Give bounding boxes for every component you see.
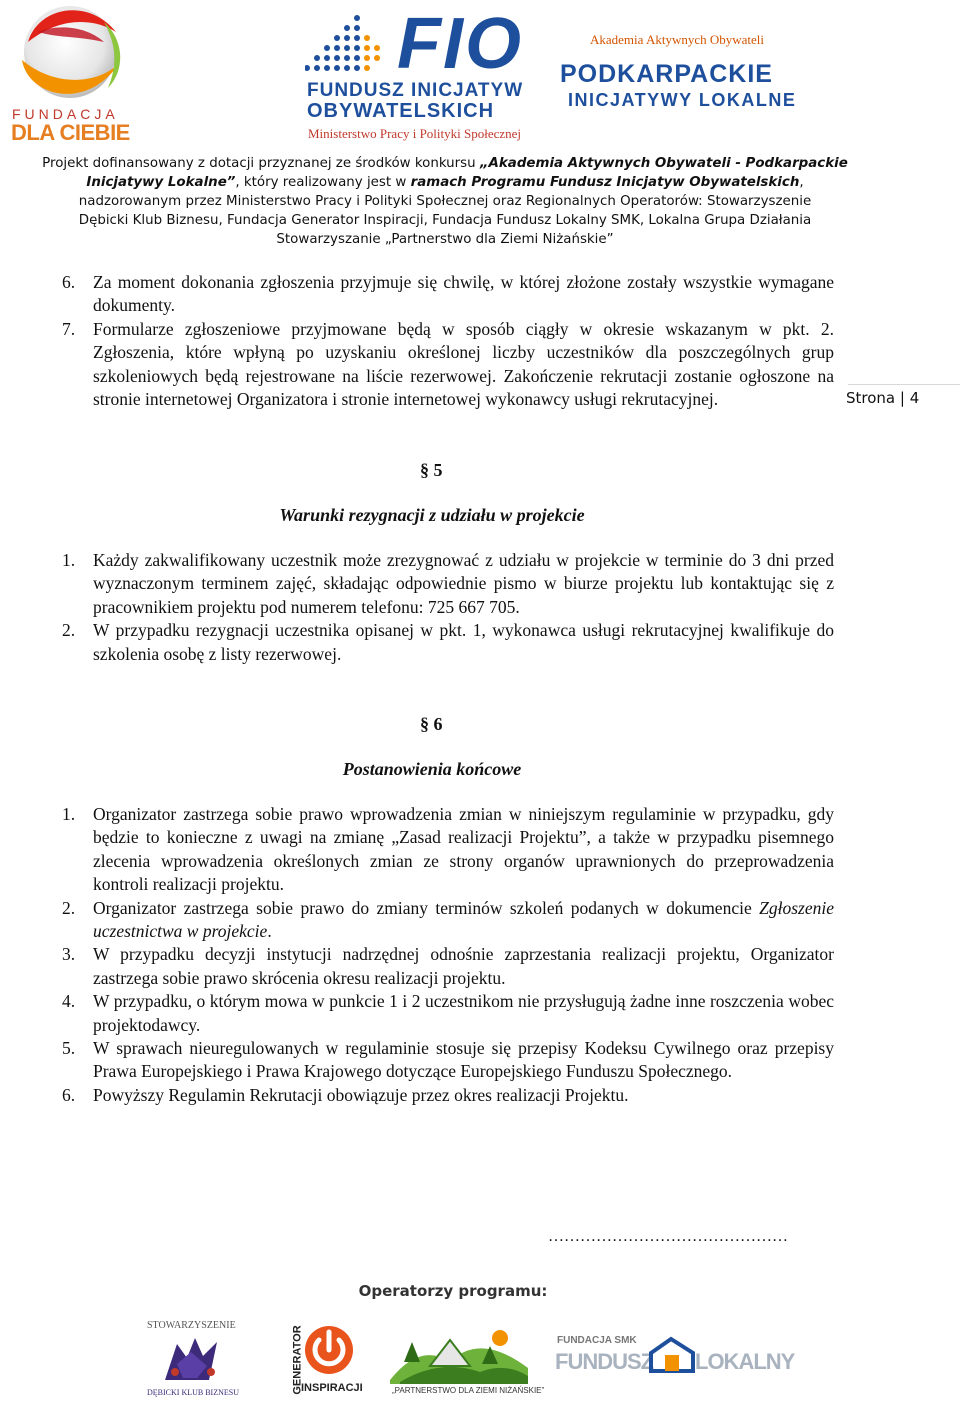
list-item [62, 1084, 834, 1107]
fio-line-1: FUNDUSZ INICJATYW [307, 80, 524, 101]
power-icon [301, 1320, 357, 1376]
pod-academy-label: Akademia Aktywnych Obywateli [590, 32, 765, 47]
list-item [62, 619, 834, 666]
list-item [62, 271, 834, 318]
dkb-bottom-label: DĘBICKI KLUB BIZNESU [147, 1388, 239, 1397]
griffin-icon [157, 1334, 227, 1386]
signature-line: ……………………………………… [548, 1228, 788, 1245]
section-5-sign: § 5 [420, 460, 443, 480]
list-item [62, 990, 834, 1037]
dla-ciebie-label: DLA CIEBIE [11, 120, 130, 145]
list-item-text: W przypadku decyzji instytucji nadrzędnej odnośnie zaprzestania realizacji projektu, Organizator zastrzega sobie prawo skrócenia okresu realizacji projektu. [93, 944, 834, 988]
list-item-text: Każdy zakwalifikowany uczestnik może zrezygnować z udziału w projekcie w terminie do 3 dni przed wyznaczonym terminem zajęć, składając odpowiednie pismo w biurze projektu lub kontaktując się z pracownikiem projektu pod numerem telefonu: 725 667 705. [93, 550, 834, 617]
list-item-number: 4. [62, 991, 76, 1012]
list-item-number: 6. [62, 1084, 76, 1105]
list-item-text-part: . [267, 921, 272, 942]
list-item-number: 1. [62, 804, 76, 824]
list-item-text: W przypadku rezygnacji uczestnika opisanej w pkt. 1, wykonawca usługi rekrutacyjnej kwalifikuje do szkolenia osobę z listy rezerwowej. [93, 620, 834, 664]
list-item-number: 7. [62, 318, 76, 339]
fundacja-swirl-icon [8, 2, 136, 106]
inspiracji-label: INSPIRACJI [301, 1382, 363, 1394]
project-info-line-3: nadzorowanym przez Ministerstwo Pracy i Polityki Społecznej oraz Regionalnych Operatorów: Stowarzyszenie [78, 194, 812, 209]
page-number-label: Strona | 4 [846, 389, 920, 407]
project-info-bold: ramach Programu Fundusz Inicjatyw Obywatelskich [410, 175, 800, 190]
project-info-text: , który realizowany jest w [235, 175, 411, 190]
pod-subtitle: INICJATYWY LOKALNE [568, 90, 797, 110]
project-info-line-2 [30, 173, 860, 192]
project-info-line-4: Dębicki Klub Biznesu, Fundacja Generator Inspiracji, Fundacja Fundusz Lokalny SMK, Lokalna Grupa Działania [78, 213, 812, 228]
list-item-text: Formularze zgłoszeniowe przyjmowane będą w sposób ciągły w okresie wskazanym w pkt. 2. Zgłoszenia, które wpłyną po uzyskaniu określonej liczby uczestników dla poszczególnych grup szkoleniowych będą rejestrowane na liście rezerwowej. Zakończenie rekrutacji zostanie ogłoszone na stronie internetowej Organizatora i stronie internetowej wykonawcy usługi rekrutacyjnej. [93, 318, 834, 410]
list-item [62, 318, 834, 412]
page-label-rule [848, 384, 960, 385]
project-info-text: Projekt dofinansowany z dotacji przyznanej ze środków konkursu [42, 156, 480, 171]
dkb-logo [145, 1320, 237, 1398]
fio-logo [305, 4, 535, 143]
section-6-sign: § 6 [420, 714, 443, 734]
operators-title: Operatorzy programu: [358, 1282, 548, 1300]
fio-line-2: OBYWATELSKICH [307, 100, 495, 122]
list-item-text: Za moment dokonania zgłoszenia przyjmuje się chwilę, w której złożone zostały wszystkie wymagane dokumenty. [93, 272, 834, 316]
list-item-number: 5. [62, 1038, 76, 1059]
list-item-text: W sprawach nieuregulowanych w regulaminie stosuje się przepisy Kodeksu Cywilnego oraz przepisy Prawa Europejskiego i Prawa Krajowego dotyczące Europejskiego Funduszu Społecznego. [93, 1038, 834, 1082]
list-item [62, 1037, 834, 1084]
list-item-text: Powyższy Regulamin Rekrutacji obowiązuje przez okres realizacji Projektu. [93, 1084, 629, 1105]
generator-inspiracji-logo [285, 1320, 365, 1400]
section-6-title: Postanowienia końcowe [342, 759, 522, 779]
smk-label: FUNDACJA SMK [557, 1335, 637, 1346]
landscape-icon [390, 1322, 530, 1384]
list-item-number: 2. [62, 620, 76, 641]
list-item-number: 1. [62, 550, 76, 570]
podkarpackie-logo [560, 30, 800, 115]
list-item-text: W przypadku, o którym mowa w punkcie 1 i 2 uczestnikom nie przysługują żadne inne roszczenia wobec projektodawcy. [93, 991, 834, 1035]
document-name: Zgłoszenie uczestnictwa w projekcie [93, 897, 834, 942]
list-item [62, 943, 834, 990]
resignation-list [62, 549, 834, 666]
recruitment-list [62, 271, 834, 411]
fundacja-label: FUNDACJA [12, 106, 119, 122]
final-provisions-list [62, 803, 834, 1107]
building-icon [647, 1335, 697, 1375]
list-item [62, 803, 834, 897]
pzn-label: „PARTNERSTWO DLA ZIEMI NIŻAŃSKIE” [392, 1386, 545, 1395]
fundusz-label: FUNDUSZ [555, 1349, 654, 1374]
pzn-logo [390, 1322, 545, 1400]
list-item-text: Organizator zastrzega sobie prawo wprowadzenia zmian w niniejszym regulaminie w przypadku, gdy będzie to konieczne z uwagi na zmianę „Zasad realizacji Projektu”, a także w przypadku pisemnego zlecenia wprowadzenia określonych zmian ze strony organów uprawnionych do przeprowadzenia kontroli realizacji projektu. [93, 804, 834, 895]
fundusz-lokalny-logo [555, 1335, 795, 1385]
lokalny-label: LOKALNY [695, 1349, 795, 1374]
list-item-text [93, 897, 834, 944]
dots-grid-icon [305, 10, 395, 80]
section-5-title: Warunki rezygnacji z udziału w projekcie [279, 505, 585, 525]
list-item-number: 2. [62, 897, 76, 918]
list-item [62, 897, 834, 944]
project-info-line-1 [30, 154, 860, 173]
list-item [62, 549, 834, 619]
fio-ministry: Ministerstwo Pracy i Polityki Społecznej [308, 126, 522, 141]
project-info-bold: „Akademia Aktywnych Obywateli - Podkarpackie [479, 156, 848, 171]
project-info [30, 154, 860, 249]
pod-title: PODKARPACKIE [560, 60, 773, 88]
list-item-number: 6. [62, 272, 76, 292]
list-item-text-part: Organizator zastrzega sobie prawo do zmiany terminów szkoleń podanych w dokumencie [93, 897, 760, 918]
fundacja-dla-ciebie-logo [8, 2, 136, 144]
project-info-line-5: Stowarzyszanie „Partnerstwo dla Ziemi Niżańskie” [276, 232, 614, 247]
dkb-top-label: STOWARZYSZENIE [147, 1320, 236, 1331]
project-info-text: , [799, 175, 804, 190]
fio-wordmark: FIO [397, 4, 523, 84]
list-item-number: 3. [62, 944, 76, 965]
generator-label: GENERATOR [291, 1325, 304, 1395]
project-info-bold: Inicjatywy Lokalne” [86, 175, 236, 190]
